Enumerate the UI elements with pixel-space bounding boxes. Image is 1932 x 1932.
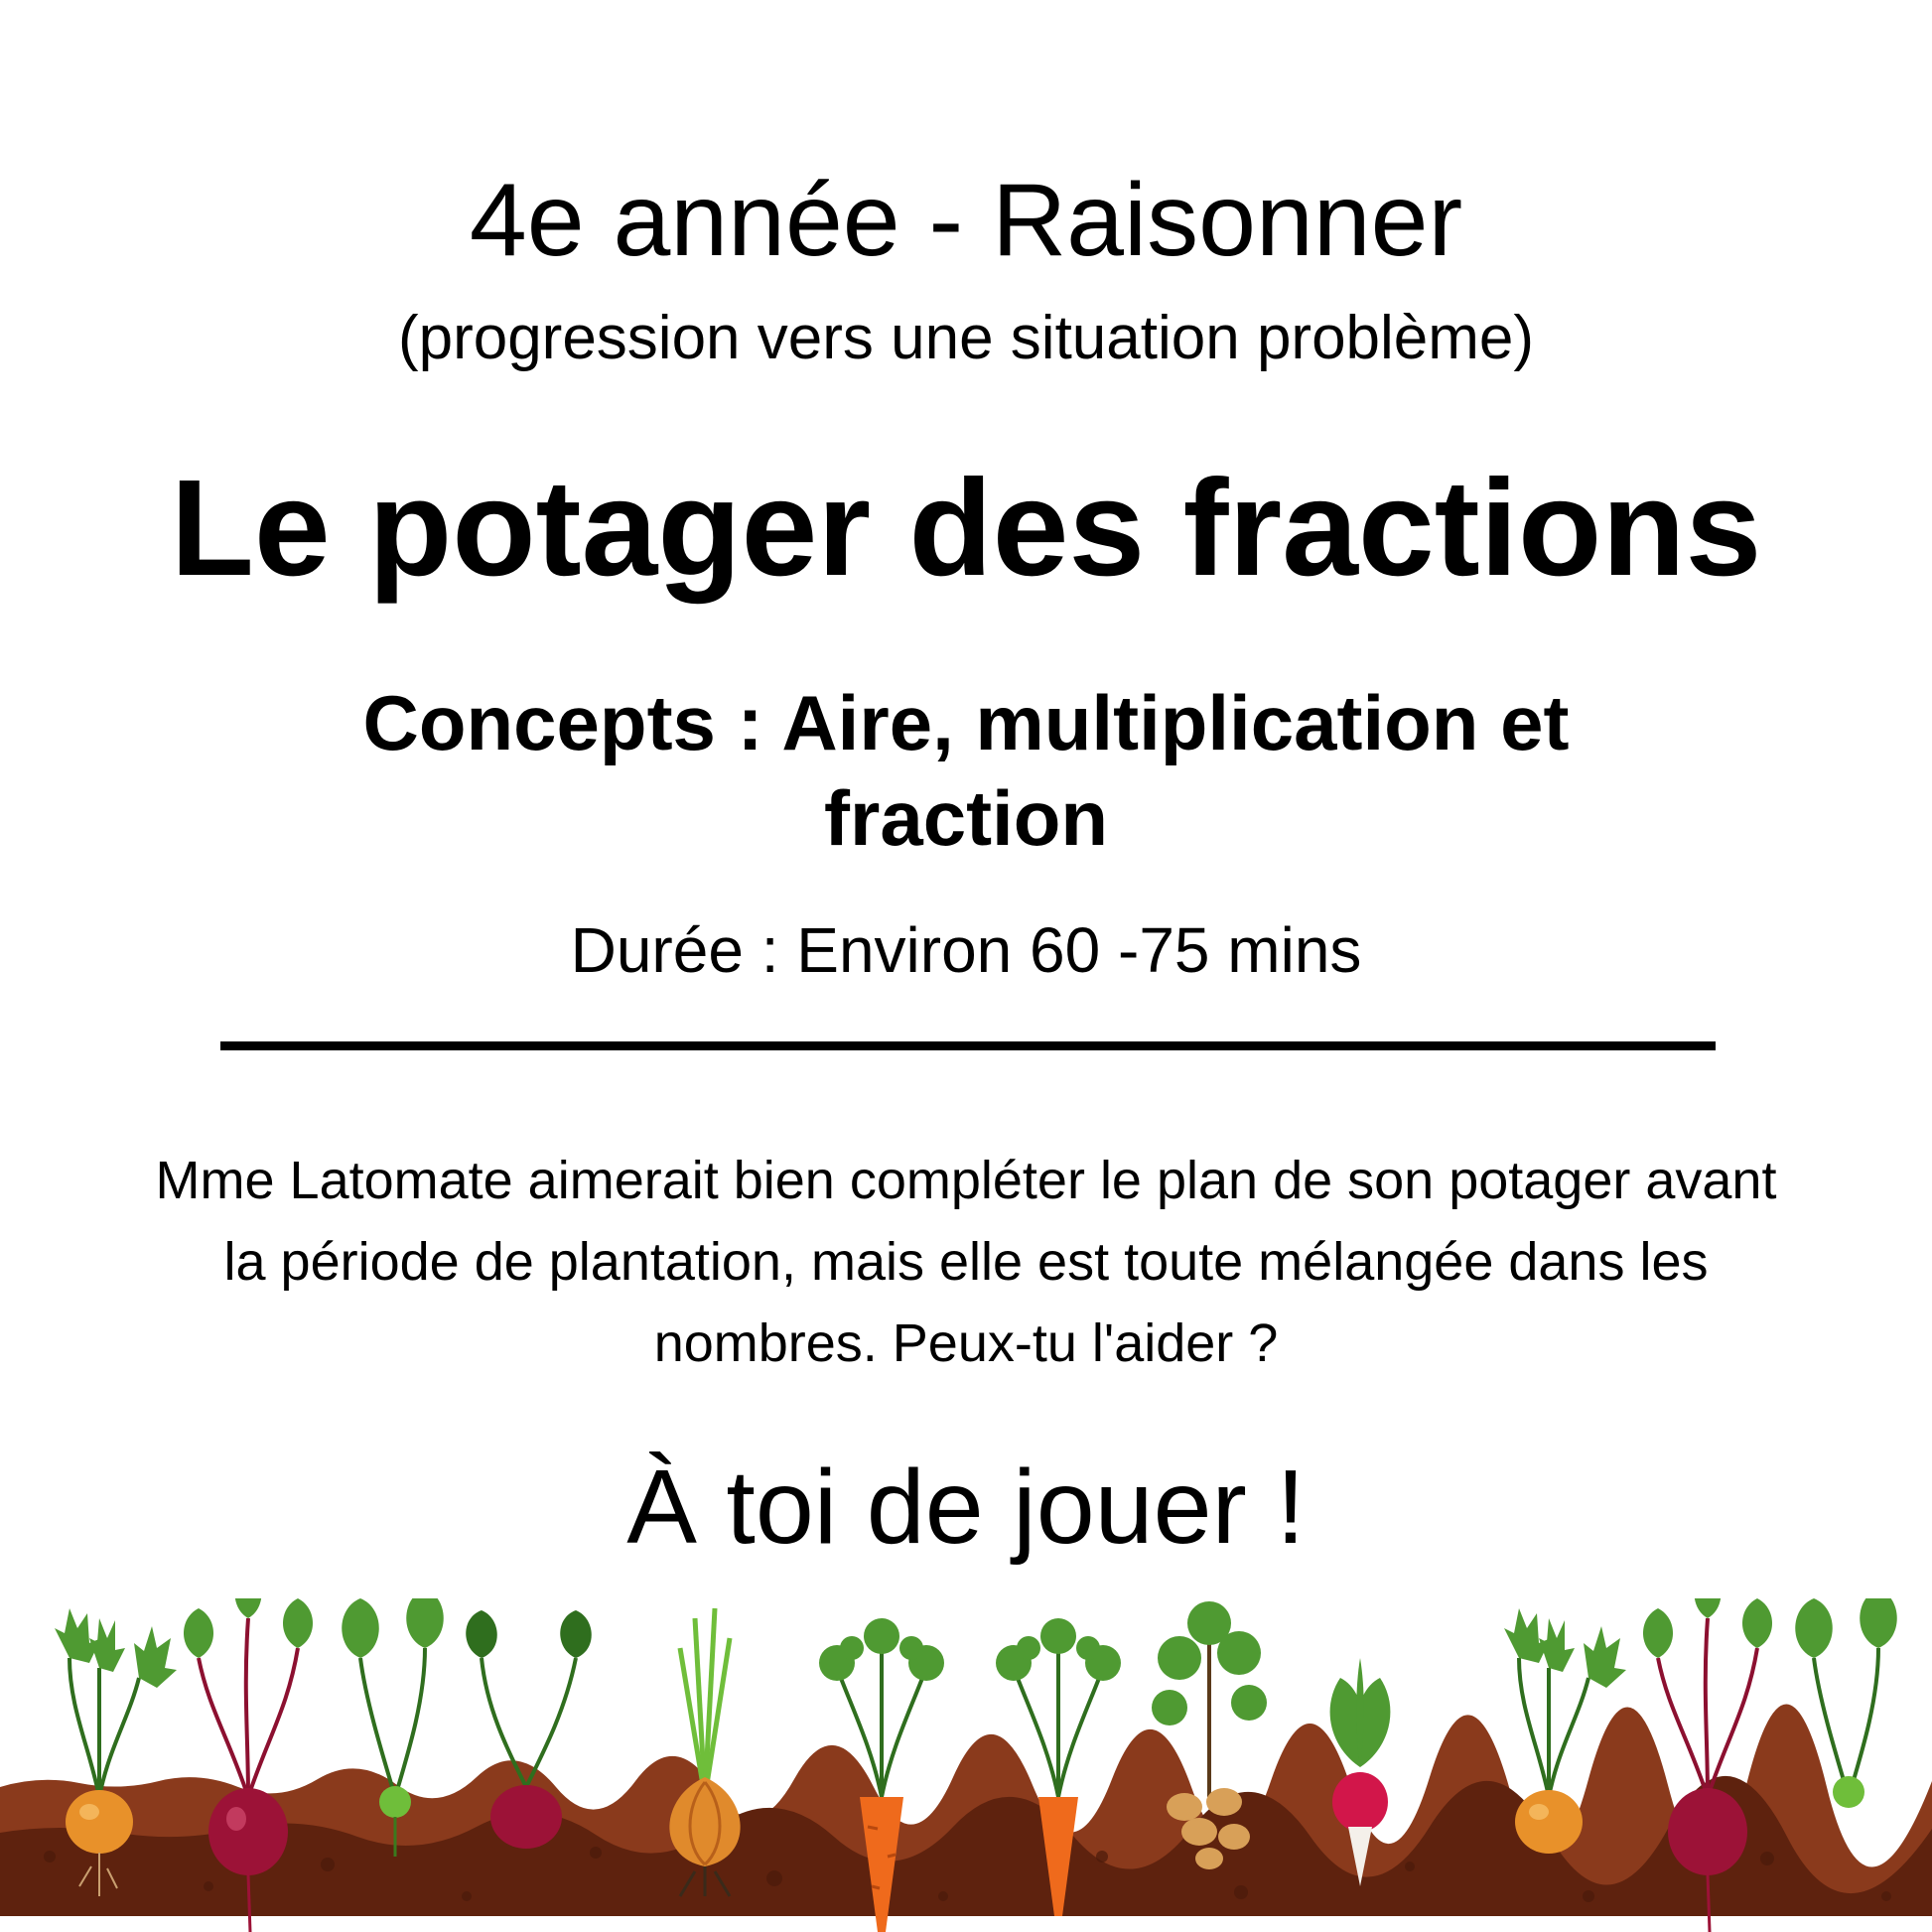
vegetable-garden-illustration <box>0 1598 1932 1932</box>
story-paragraph: Mme Latomate aimerait bien compléter le plan de son potager avant la période de plantation, mais elle est toute mélangée dans les nombres. Peux-tu l'aider ? <box>155 1151 1777 1373</box>
call-to-action: À toi de jouer ! <box>626 1449 1306 1566</box>
divider <box>220 1041 1716 1050</box>
page-title: Le potager des fractions <box>170 452 1762 605</box>
concepts-heading: Concepts : Aire, multiplication et fraction <box>362 679 1570 862</box>
onion-icon <box>669 1608 740 1896</box>
duration-text: Durée : Environ 60 -75 mins <box>570 914 1362 986</box>
subtitle: (progression vers une situation problème) <box>397 304 1535 372</box>
grade-heading: 4e année - Raisonner <box>469 163 1463 278</box>
